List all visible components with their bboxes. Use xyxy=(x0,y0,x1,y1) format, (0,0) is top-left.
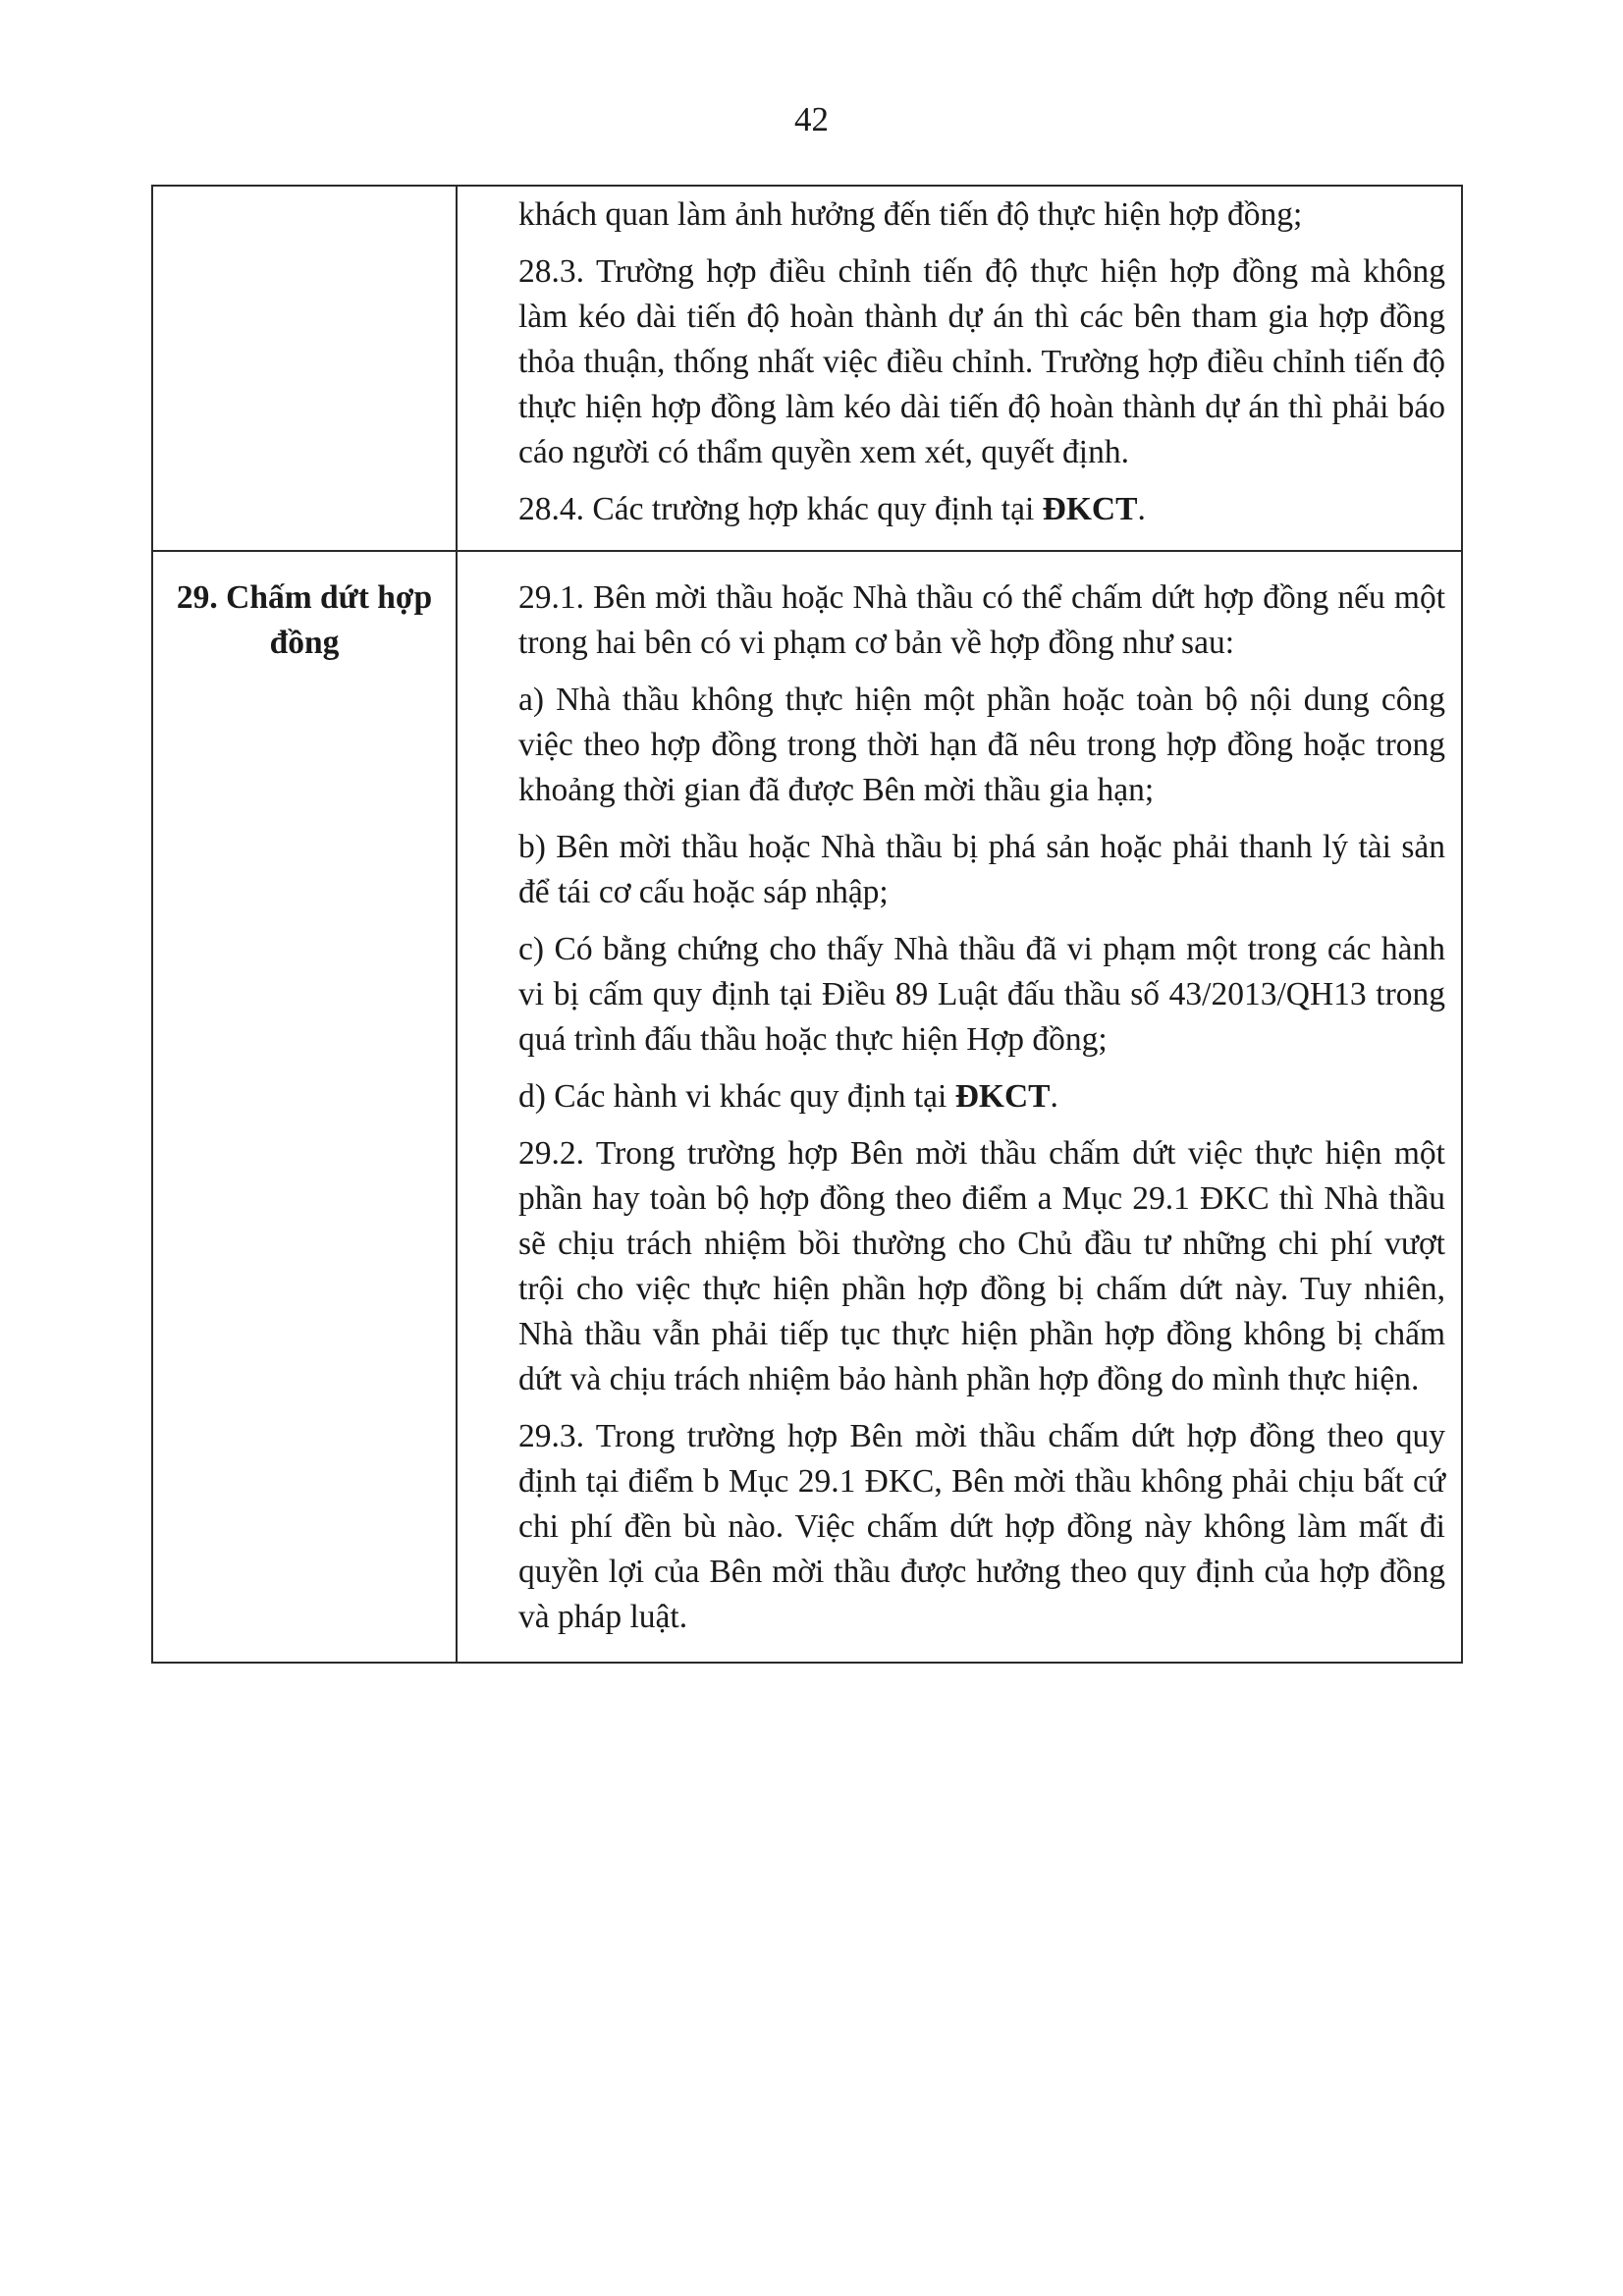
paragraph-bold-term: ĐKCT xyxy=(1042,491,1138,527)
table-row xyxy=(152,551,1462,1663)
paragraph: 29.1. Bên mời thầu hoặc Nhà thầu có thể chấm dứt hợp đồng nếu một trong hai bên có vi phạm cơ bản về hợp đồng như sau: xyxy=(518,579,1445,661)
paragraph: 29.2. Trong trường hợp Bên mời thầu chấm dứt việc thực hiện một phần hay toàn bộ hợp đồng theo điểm a Mục 29.1 ĐKC thì Nhà thầu sẽ chịu trách nhiệm bồi thường cho Chủ đầu tư những chi phí vượt trội cho việc thực hiện phần hợp đồng bị chấm dứt này. Tuy nhiên, Nhà thầu vẫn phải tiếp tục thực hiện phần hợp đồng không bị chấm dứt và chịu trách nhiệm bảo hành phần hợp đồng do mình thực hiện. xyxy=(518,1135,1445,1397)
paragraph-text: . xyxy=(1137,491,1146,527)
paragraph-bold-term: ĐKCT xyxy=(954,1078,1051,1115)
paragraph xyxy=(518,1074,1445,1120)
paragraph-text: . xyxy=(1050,1078,1058,1115)
table-row xyxy=(152,186,1462,551)
paragraph: 29.3. Trong trường hợp Bên mời thầu chấm dứt hợp đồng theo quy định tại điểm b Mục 29.1 ĐKC, Bên mời thầu không phải chịu bất cứ chi phí đền bù nào. Việc chấm dứt hợp đồng này không làm mất đi quyền lợi của Bên mời thầu được hưởng theo quy định của hợp đồng và pháp luật. xyxy=(518,1418,1445,1635)
section-content-cell xyxy=(457,551,1462,1663)
paragraph xyxy=(518,487,1445,532)
contract-terms-table xyxy=(151,185,1463,1664)
paragraph: 28.3. Trường hợp điều chỉnh tiến độ thực hiện hợp đồng mà không làm kéo dài tiến độ hoàn thành dự án thì các bên tham gia hợp đồng thỏa thuận, thống nhất việc điều chỉnh. Trường hợp điều chỉnh tiến độ thực hiện hợp đồng làm kéo dài tiến độ hoàn thành dự án thì phải báo cáo người có thẩm quyền xem xét, quyết định. xyxy=(518,253,1445,470)
paragraph: c) Có bằng chứng cho thấy Nhà thầu đã vi phạm một trong các hành vi bị cấm quy định tại Điều 89 Luật đấu thầu số 43/2013/QH13 trong quá trình đấu thầu hoặc thực hiện Hợp đồng; xyxy=(518,931,1445,1058)
section-heading-cell: 29. Chấm dứt hợp đồng xyxy=(152,551,457,1663)
section-heading-cell xyxy=(152,186,457,551)
page-number: 42 xyxy=(794,100,829,138)
paragraph-text: 28.4. Các trường hợp khác quy định tại xyxy=(518,491,1043,527)
paragraph: b) Bên mời thầu hoặc Nhà thầu bị phá sản hoặc phải thanh lý tài sản để tái cơ cấu hoặc sáp nhập; xyxy=(518,829,1445,910)
paragraph: a) Nhà thầu không thực hiện một phần hoặc toàn bộ nội dung công việc theo hợp đồng trong thời hạn đã nêu trong hợp đồng hoặc trong khoảng thời gian đã được Bên mời thầu gia hạn; xyxy=(518,682,1445,808)
section-content-cell xyxy=(457,186,1462,551)
paragraph: khách quan làm ảnh hưởng đến tiến độ thực hiện hợp đồng; xyxy=(518,196,1303,233)
paragraph-text: d) Các hành vi khác quy định tại xyxy=(518,1078,955,1115)
